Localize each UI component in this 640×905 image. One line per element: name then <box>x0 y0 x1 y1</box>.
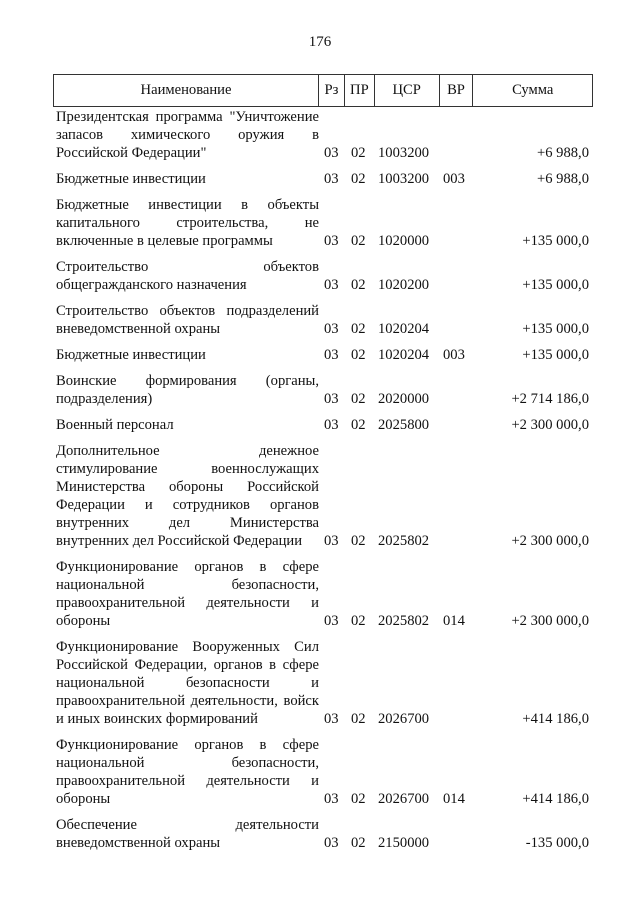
table-row <box>53 196 593 250</box>
row-csr: 2025800 <box>378 417 430 433</box>
row-rz: 03 <box>324 417 339 433</box>
row-pr: 02 <box>351 171 366 187</box>
row-csr: 2020000 <box>378 391 430 407</box>
row-sum: +2 714 186,0 <box>511 391 589 407</box>
row-vr: 014 <box>443 613 465 629</box>
row-csr: 2150000 <box>378 835 430 851</box>
row-rz: 03 <box>324 233 339 249</box>
row-name: Функционирование Вооруженных Сил Российской Федерации, органов в сфере национальной безопасности и правоохранительной деятельности, войск и иных воинских формирований <box>56 639 319 727</box>
table-row <box>53 442 593 550</box>
row-pr: 02 <box>351 533 366 549</box>
row-pr: 02 <box>351 321 366 337</box>
row-csr: 1020200 <box>378 277 430 293</box>
row-csr: 2026700 <box>378 711 430 727</box>
row-pr: 02 <box>351 347 366 363</box>
row-csr: 1020204 <box>378 347 430 363</box>
row-sum: +414 186,0 <box>522 791 589 807</box>
row-rz: 03 <box>324 711 339 727</box>
row-csr: 1020000 <box>378 233 430 249</box>
row-csr: 1020204 <box>378 321 430 337</box>
row-vr: 014 <box>443 791 465 807</box>
header-name: Наименование <box>54 75 319 106</box>
row-sum: +135 000,0 <box>522 233 589 249</box>
table-header <box>53 74 593 107</box>
table-row <box>53 170 593 188</box>
row-name: Бюджетные инвестиции <box>56 171 206 187</box>
page-number: 176 <box>308 34 332 50</box>
row-rz: 03 <box>324 145 339 161</box>
table-row <box>53 558 593 630</box>
row-pr: 02 <box>351 613 366 629</box>
row-name: Функционирование органов в сфере национальной безопасности, правоохранительной деятельности и обороны <box>56 737 319 807</box>
row-name: Президентская программа "Уничтожение запасов химического оружия в Российской Федерации" <box>56 109 319 161</box>
row-sum: +135 000,0 <box>522 347 589 363</box>
table-row <box>53 372 593 408</box>
row-sum: +135 000,0 <box>522 277 589 293</box>
row-sum: +2 300 000,0 <box>511 533 589 549</box>
row-name: Строительство объектов подразделений вневедомственной охраны <box>56 303 319 337</box>
row-sum: -135 000,0 <box>525 835 589 851</box>
row-sum: +414 186,0 <box>522 711 589 727</box>
row-csr: 2025802 <box>378 613 430 629</box>
row-name: Строительство объектов общегражданского назначения <box>56 259 319 293</box>
row-sum: +2 300 000,0 <box>511 417 589 433</box>
row-name: Бюджетные инвестиции в объекты капитального строительства, не включенные в целевые программы <box>56 197 319 249</box>
row-rz: 03 <box>324 171 339 187</box>
row-vr: 003 <box>443 171 465 187</box>
table-row <box>53 108 593 162</box>
row-rz: 03 <box>324 835 339 851</box>
row-sum: +135 000,0 <box>522 321 589 337</box>
row-pr: 02 <box>351 277 366 293</box>
table-row <box>53 816 593 852</box>
row-rz: 03 <box>324 347 339 363</box>
row-rz: 03 <box>324 613 339 629</box>
row-pr: 02 <box>351 145 366 161</box>
row-sum: +6 988,0 <box>536 171 589 187</box>
row-name: Дополнительное денежное стимулирование военнослужащих Министерства обороны Российской Федерации и сотрудников органов внутренних дел Министерства внутренних дел Российской Федерации <box>56 443 319 549</box>
row-pr: 02 <box>351 391 366 407</box>
row-rz: 03 <box>324 277 339 293</box>
row-sum: +2 300 000,0 <box>511 613 589 629</box>
row-pr: 02 <box>351 233 366 249</box>
header-csr: ЦСР <box>375 75 440 106</box>
header-pr: ПР <box>345 75 375 106</box>
row-name: Военный персонал <box>56 417 174 433</box>
row-csr: 2025802 <box>378 533 430 549</box>
row-rz: 03 <box>324 391 339 407</box>
row-csr: 2026700 <box>378 791 430 807</box>
row-name: Бюджетные инвестиции <box>56 347 206 363</box>
header-vr: ВР <box>440 75 474 106</box>
row-pr: 02 <box>351 711 366 727</box>
table-row <box>53 638 593 728</box>
row-rz: 03 <box>324 791 339 807</box>
table-row <box>53 346 593 364</box>
table-row <box>53 258 593 294</box>
row-csr: 1003200 <box>378 145 430 161</box>
row-pr: 02 <box>351 417 366 433</box>
header-sum: Сумма <box>512 82 554 98</box>
row-pr: 02 <box>351 835 366 851</box>
row-vr: 003 <box>443 347 465 363</box>
row-name: Обеспечение деятельности вневедомственной охраны <box>56 817 319 851</box>
row-rz: 03 <box>324 321 339 337</box>
row-sum: +6 988,0 <box>536 145 589 161</box>
row-csr: 1003200 <box>378 171 430 187</box>
row-name: Воинские формирования (органы, подразделения) <box>56 373 319 407</box>
row-rz: 03 <box>324 533 339 549</box>
budget-table <box>53 74 593 860</box>
table-row <box>53 302 593 338</box>
header-rz: Рз <box>319 75 345 106</box>
row-pr: 02 <box>351 791 366 807</box>
table-row <box>53 416 593 434</box>
table-row <box>53 736 593 808</box>
row-name: Функционирование органов в сфере национальной безопасности, правоохранительной деятельности и обороны <box>56 559 319 629</box>
table-body <box>53 108 593 852</box>
